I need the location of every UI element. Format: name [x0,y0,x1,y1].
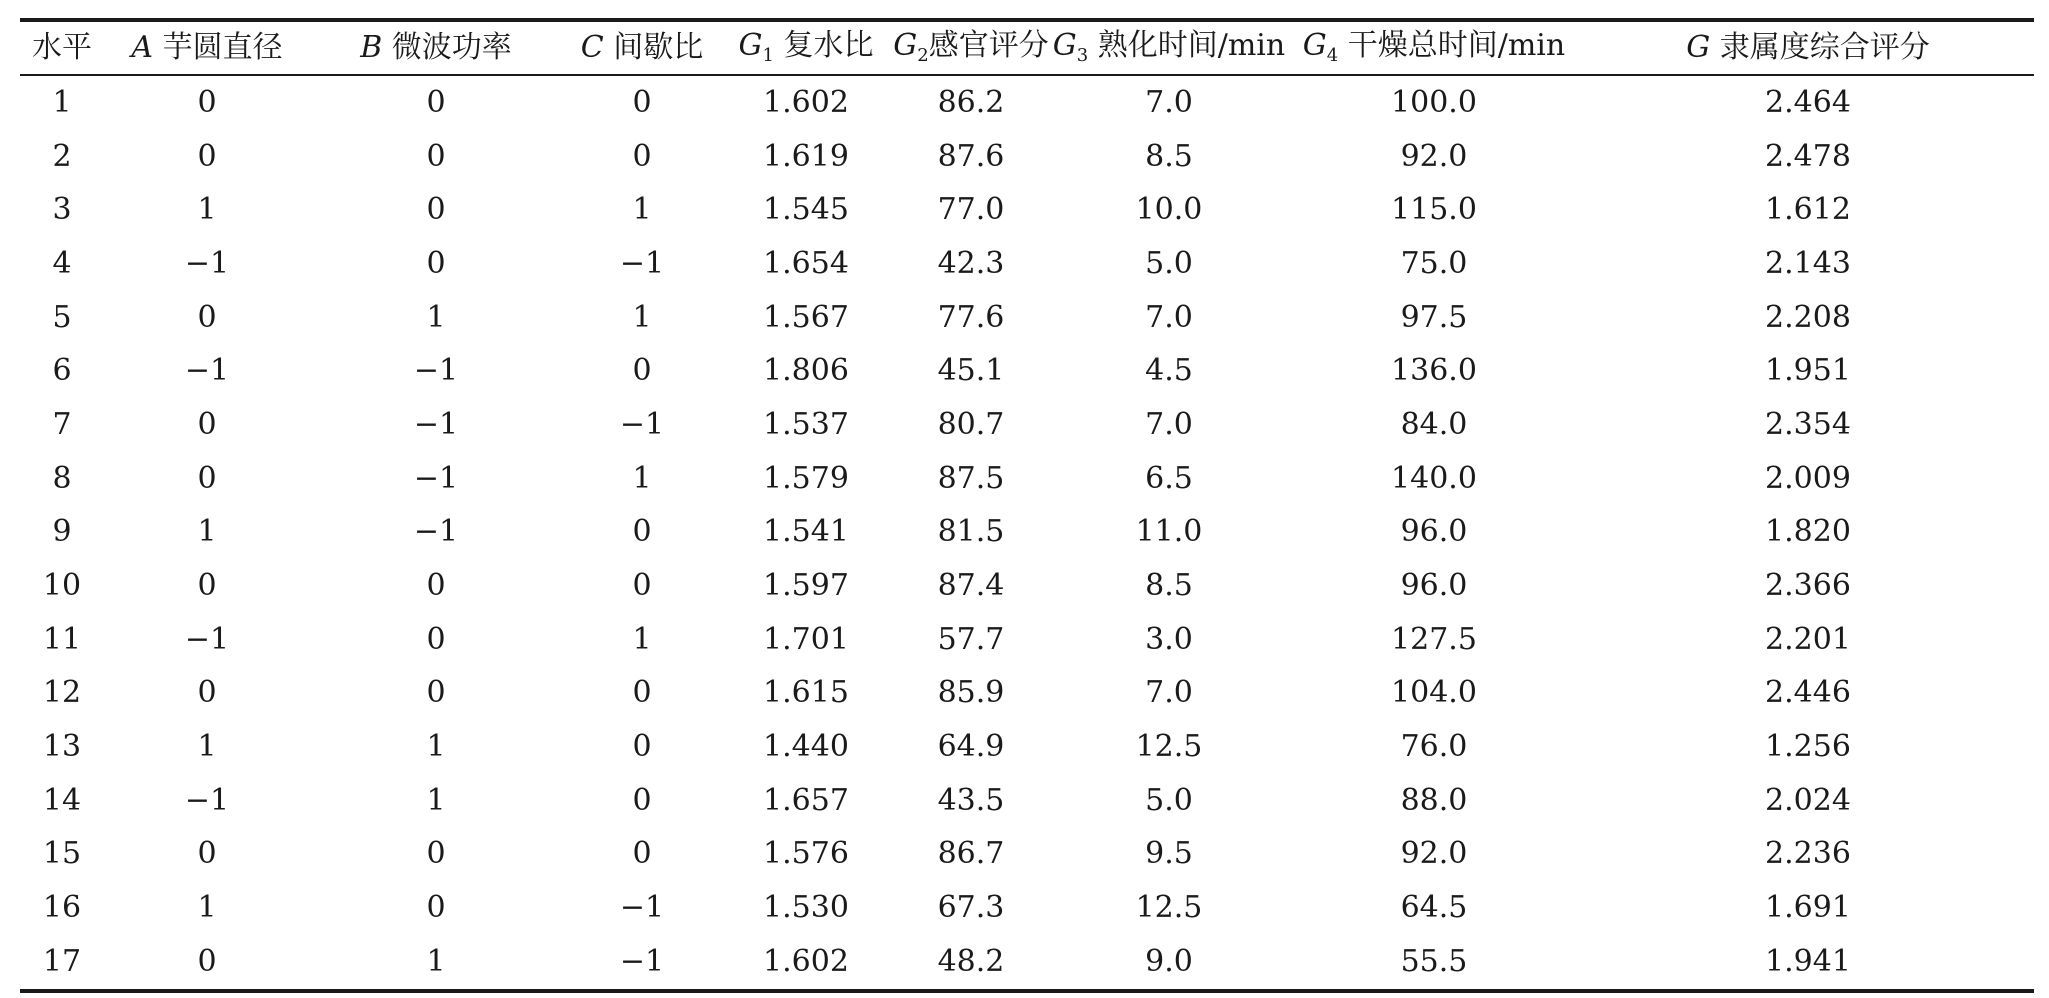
table-row [20,935,2034,991]
cell-g1: 1.615 [763,675,849,711]
cell-g4: 115.0 [1391,192,1477,228]
cell-c: −1 [619,890,665,926]
cell-g: 1.612 [1765,192,1851,228]
cell-level: 15 [42,836,82,872]
cell-g4: 92.0 [1400,138,1468,174]
table-row [20,130,2034,184]
cell-g3: 7.0 [1145,675,1193,711]
cell-g4: 96.0 [1400,568,1468,604]
cell-level: 2 [52,138,72,174]
cell-c: 0 [632,675,652,711]
cell-g1: 1.567 [763,299,849,335]
table-row [20,828,2034,882]
table-row [20,559,2034,613]
cell-c: 0 [632,782,652,818]
cell-a: 1 [197,890,217,926]
cell-c: 0 [632,568,652,604]
cell-g1: 1.602 [763,943,849,979]
cell-g3: 9.5 [1145,836,1193,872]
table-row [20,452,2034,506]
cell-c: 1 [632,621,652,657]
cell-level: 6 [52,353,72,389]
table-row [20,398,2034,452]
cell-g3: 10.0 [1135,192,1203,228]
cell-a: 0 [197,568,217,604]
table-row [20,774,2034,828]
cell-c: 0 [632,729,652,765]
cell-g4: 96.0 [1400,514,1468,550]
cell-g4: 75.0 [1400,245,1468,281]
cell-g2: 48.2 [937,943,1005,979]
cell-level: 7 [52,406,72,442]
cell-c: 0 [632,353,652,389]
cell-a: 0 [197,299,217,335]
cell-b: 0 [426,836,446,872]
cell-g3: 7.0 [1145,84,1193,120]
cell-b: 1 [426,729,446,765]
cell-level: 14 [42,782,82,818]
cell-g2: 57.7 [937,621,1005,657]
cell-g1: 1.806 [763,353,849,389]
table-row [20,720,2034,774]
cell-b: 0 [426,138,446,174]
cell-b: 0 [426,245,446,281]
cell-g2: 87.6 [937,138,1005,174]
cell-level: 16 [42,890,82,926]
cell-c: 1 [632,299,652,335]
cell-g3: 7.0 [1145,406,1193,442]
cell-g3: 3.0 [1145,621,1193,657]
cell-g4: 76.0 [1400,729,1468,765]
cell-g2: 43.5 [937,782,1005,818]
cell-a: 0 [197,943,217,979]
cell-g2: 81.5 [937,514,1005,550]
cell-g4: 92.0 [1400,836,1468,872]
table-row [20,237,2034,291]
cell-g3: 6.5 [1145,460,1193,496]
cell-g4: 136.0 [1391,353,1477,389]
cell-g2: 87.4 [937,568,1005,604]
cell-g4: 64.5 [1400,890,1468,926]
cell-g4: 55.5 [1400,943,1468,979]
cell-g2: 45.1 [937,353,1005,389]
cell-g2: 85.9 [937,675,1005,711]
header-g: G 隶属度综合评分 [1686,30,1930,65]
cell-g: 1.256 [1765,729,1851,765]
cell-a: 0 [197,406,217,442]
cell-g2: 64.9 [937,729,1005,765]
cell-level: 13 [42,729,82,765]
cell-g: 2.024 [1765,782,1851,818]
cell-g: 2.208 [1765,299,1851,335]
cell-b: −1 [413,460,459,496]
cell-a: 0 [197,836,217,872]
cell-b: 0 [426,192,446,228]
cell-g: 2.464 [1765,84,1851,120]
cell-g1: 1.530 [763,890,849,926]
cell-g2: 80.7 [937,406,1005,442]
cell-g3: 4.5 [1145,353,1193,389]
cell-b: 0 [426,890,446,926]
cell-b: −1 [413,353,459,389]
cell-c: 0 [632,836,652,872]
cell-g1: 1.597 [763,568,849,604]
cell-a: 1 [197,514,217,550]
header-g1: $G_1$ 复水比 [738,28,874,66]
cell-g3: 8.5 [1145,138,1193,174]
cell-g4: 104.0 [1391,675,1477,711]
cell-c: 1 [632,192,652,228]
header-g3: $G_3$ 熟化时间/min [1052,28,1286,66]
cell-g3: 5.0 [1145,782,1193,818]
cell-a: 0 [197,460,217,496]
cell-g3: 9.0 [1145,943,1193,979]
cell-c: 1 [632,460,652,496]
cell-a: −1 [184,245,230,281]
cell-g1: 1.579 [763,460,849,496]
cell-g: 2.143 [1765,245,1851,281]
cell-g1: 1.576 [763,836,849,872]
cell-a: 1 [197,192,217,228]
header-g2: $G_2$感官评分 [893,28,1049,66]
cell-a: −1 [184,621,230,657]
cell-g1: 1.701 [763,621,849,657]
cell-g1: 1.654 [763,245,849,281]
header-c: C 间歇比 [580,30,704,65]
cell-b: 1 [426,782,446,818]
cell-g4: 127.5 [1391,621,1477,657]
cell-g3: 11.0 [1135,514,1203,550]
cell-g4: 97.5 [1400,299,1468,335]
cell-g2: 87.5 [937,460,1005,496]
table-row [20,344,2034,398]
cell-level: 10 [42,568,82,604]
cell-c: 0 [632,84,652,120]
cell-g3: 7.0 [1145,299,1193,335]
cell-g4: 84.0 [1400,406,1468,442]
cell-a: −1 [184,782,230,818]
cell-level: 12 [42,675,82,711]
cell-g1: 1.602 [763,84,849,120]
cell-g1: 1.657 [763,782,849,818]
cell-level: 4 [52,245,72,281]
header-row [20,20,2034,75]
results-table [20,18,2034,993]
cell-g: 2.366 [1765,568,1851,604]
cell-a: −1 [184,353,230,389]
cell-b: −1 [413,514,459,550]
table-row [20,667,2034,721]
table-row [20,506,2034,560]
cell-g1: 1.541 [763,514,849,550]
cell-g: 1.941 [1765,943,1851,979]
cell-c: 0 [632,514,652,550]
cell-level: 8 [52,460,72,496]
cell-g: 2.478 [1765,138,1851,174]
cell-b: 0 [426,675,446,711]
header-a: A 芋圆直径 [131,30,283,65]
cell-g1: 1.619 [763,138,849,174]
cell-g4: 140.0 [1391,460,1477,496]
cell-g: 2.201 [1765,621,1851,657]
cell-a: 0 [197,138,217,174]
cell-g: 1.820 [1765,514,1851,550]
cell-g2: 42.3 [937,245,1005,281]
cell-c: −1 [619,406,665,442]
cell-level: 11 [42,621,82,657]
cell-g2: 77.0 [937,192,1005,228]
cell-c: −1 [619,245,665,281]
cell-level: 9 [52,514,72,550]
cell-g: 2.354 [1765,406,1851,442]
header-g4: $G_4$ 干燥总时间/min [1302,28,1566,66]
header-b: B 微波功率 [360,30,512,65]
cell-g1: 1.545 [763,192,849,228]
table-row [20,183,2034,237]
cell-level: 3 [52,192,72,228]
cell-g3: 12.5 [1135,729,1203,765]
table-row [20,291,2034,345]
cell-a: 0 [197,84,217,120]
table-row [20,613,2034,667]
cell-g4: 100.0 [1391,84,1477,120]
cell-g4: 88.0 [1400,782,1468,818]
cell-g: 2.236 [1765,836,1851,872]
cell-c: −1 [619,943,665,979]
cell-g2: 86.7 [937,836,1005,872]
cell-g: 1.691 [1765,890,1851,926]
cell-a: 1 [197,729,217,765]
table-row [20,75,2034,130]
cell-g1: 1.440 [763,729,849,765]
cell-b: 0 [426,568,446,604]
cell-g2: 67.3 [937,890,1005,926]
cell-level: 17 [42,943,82,979]
cell-g3: 12.5 [1135,890,1203,926]
cell-g2: 86.2 [937,84,1005,120]
cell-c: 0 [632,138,652,174]
cell-b: 1 [426,943,446,979]
cell-a: 0 [197,675,217,711]
table-row [20,881,2034,935]
cell-level: 5 [52,299,72,335]
header-level: 水平 [32,30,92,65]
cell-g2: 77.6 [937,299,1005,335]
cell-b: 0 [426,621,446,657]
table-body [20,75,2034,991]
cell-b: 1 [426,299,446,335]
cell-b: 0 [426,84,446,120]
cell-b: −1 [413,406,459,442]
cell-level: 1 [52,84,72,120]
cell-g3: 5.0 [1145,245,1193,281]
cell-g3: 8.5 [1145,568,1193,604]
cell-g: 2.446 [1765,675,1851,711]
cell-g1: 1.537 [763,406,849,442]
cell-g: 2.009 [1765,460,1851,496]
cell-g: 1.951 [1765,353,1851,389]
